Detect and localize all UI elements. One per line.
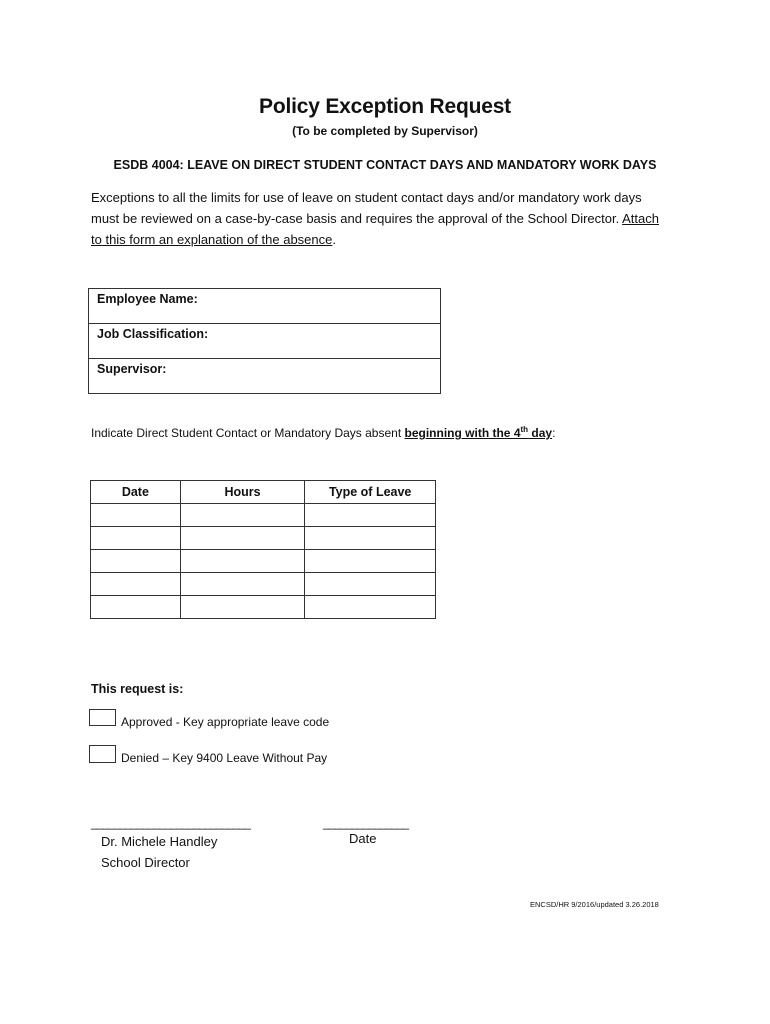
indicate-bold-text: beginning with the 4 bbox=[404, 426, 521, 440]
hours-cell[interactable] bbox=[180, 550, 305, 573]
leave-table-header bbox=[91, 481, 436, 504]
director-signature-line[interactable]: ____________________________ bbox=[91, 816, 250, 830]
job-classification-field[interactable]: Job Classification: bbox=[89, 324, 440, 359]
date-cell[interactable] bbox=[91, 527, 181, 550]
type-of-leave-cell[interactable] bbox=[305, 504, 436, 527]
page-title: Policy Exception Request bbox=[259, 95, 511, 118]
type-of-leave-cell[interactable] bbox=[305, 596, 436, 619]
employee-name-field[interactable]: Employee Name: bbox=[89, 289, 440, 324]
date-cell[interactable] bbox=[91, 504, 181, 527]
intro-paragraph bbox=[91, 187, 671, 250]
column-header-hours: Hours bbox=[180, 481, 305, 504]
form-footer: ENCSD/HR 9/2016/updated 3.26.2018 bbox=[530, 900, 659, 909]
date-cell[interactable] bbox=[91, 596, 181, 619]
indicate-prefix: Indicate Direct Student Contact or Mandatory Days absent bbox=[91, 426, 405, 440]
director-name: Dr. Michele Handley bbox=[101, 834, 218, 849]
date-signature-line[interactable]: _______________ bbox=[323, 816, 409, 830]
date-cell[interactable] bbox=[91, 573, 181, 596]
request-status-label: This request is: bbox=[91, 682, 184, 696]
table-row bbox=[91, 527, 436, 550]
leave-table bbox=[90, 480, 436, 619]
denied-label: Denied – Key 9400 Leave Without Pay bbox=[121, 751, 328, 765]
indicate-instruction bbox=[91, 425, 555, 440]
policy-heading: ESDB 4004: LEAVE ON DIRECT STUDENT CONTACT DAYS AND MANDATORY WORK DAYS bbox=[113, 158, 657, 172]
intro-attach-note: Attach to this form an explanation of the absence bbox=[91, 211, 659, 247]
date-label: Date bbox=[349, 831, 377, 846]
table-row bbox=[91, 504, 436, 527]
indicate-suffix: : bbox=[552, 426, 556, 440]
employee-info-box bbox=[88, 288, 441, 394]
director-title: School Director bbox=[101, 855, 190, 870]
page-subtitle: (To be completed by Supervisor) bbox=[292, 124, 478, 138]
hours-cell[interactable] bbox=[180, 573, 305, 596]
table-row bbox=[91, 573, 436, 596]
type-of-leave-cell[interactable] bbox=[305, 573, 436, 596]
director-signature-block bbox=[101, 831, 217, 873]
indicate-emphasis bbox=[404, 425, 556, 440]
table-row bbox=[91, 550, 436, 573]
hours-cell[interactable] bbox=[180, 596, 305, 619]
hours-cell[interactable] bbox=[180, 527, 305, 550]
approved-label: Approved - Key appropriate leave code bbox=[121, 715, 330, 729]
column-header-type-of-leave: Type of Leave bbox=[305, 481, 436, 504]
column-header-date: Date bbox=[91, 481, 181, 504]
intro-end: . bbox=[332, 232, 337, 247]
indicate-bold-end: day bbox=[528, 426, 553, 440]
date-cell[interactable] bbox=[91, 550, 181, 573]
approved-checkbox[interactable] bbox=[89, 709, 116, 726]
supervisor-field[interactable]: Supervisor: bbox=[97, 362, 167, 376]
hours-cell[interactable] bbox=[180, 504, 305, 527]
indicate-superscript: th bbox=[520, 425, 529, 434]
intro-text: Exceptions to all the limits for use of leave on student contact days and/or mandatory work days must be reviewed on a case-by-case basis and requires the approval of the School Director. bbox=[91, 190, 642, 226]
type-of-leave-cell[interactable] bbox=[305, 550, 436, 573]
denied-checkbox[interactable] bbox=[89, 745, 116, 763]
table-row bbox=[91, 596, 436, 619]
type-of-leave-cell[interactable] bbox=[305, 527, 436, 550]
